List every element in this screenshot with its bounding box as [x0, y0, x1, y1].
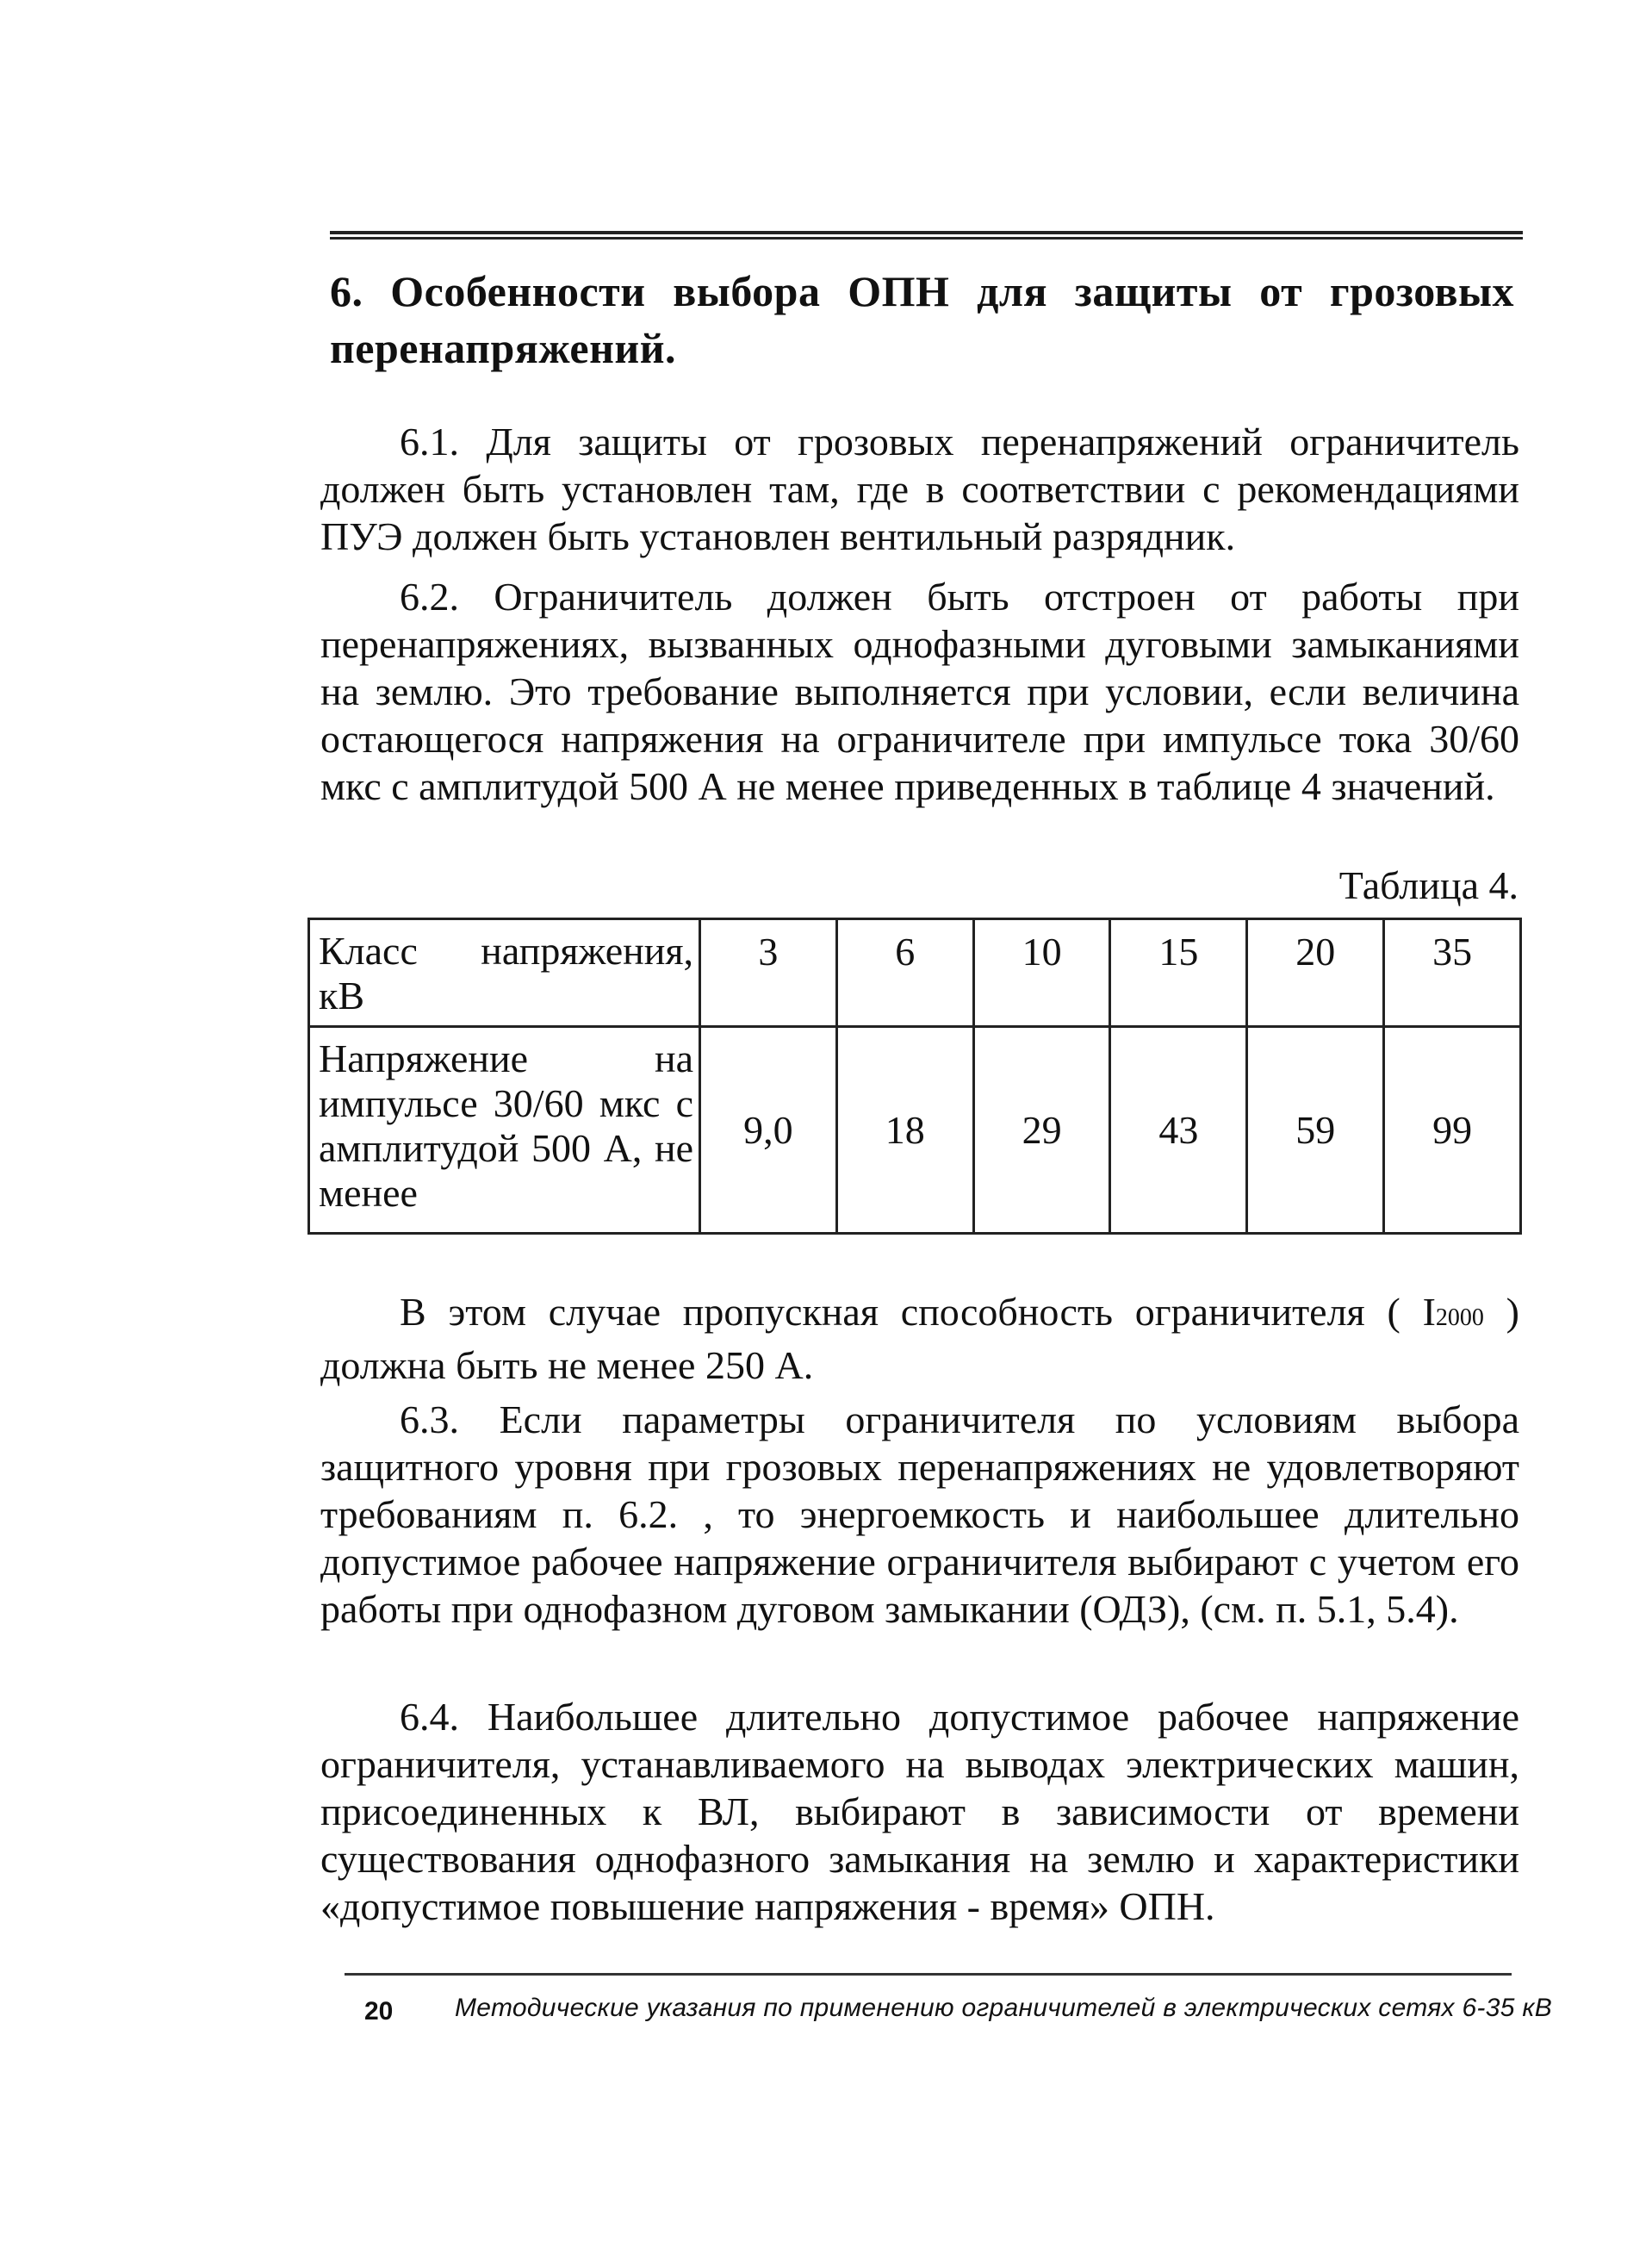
table-cell: 18 [836, 1027, 973, 1234]
paragraph-6-1: 6.1. Для защиты от грозовых перенапряжений ограничитель должен быть установлен там, где в соответствии с рекомендациями ПУЭ должен быть установлен вентильный разрядник. [320, 420, 1519, 558]
table-row [309, 919, 1521, 1027]
row-header-impulse-voltage: Напряжение на импульсе 30/60 мкс с амплитудой 500 А, не менее [309, 1027, 700, 1234]
table-cell: 3 [700, 919, 837, 1027]
table-cell: 43 [1110, 1027, 1247, 1234]
table-cell: 59 [1247, 1027, 1384, 1234]
footer-rule [345, 1973, 1512, 1976]
throughput-text-end: ) должна быть не менее 250 А. [320, 1290, 1519, 1387]
footer-title: Методические указания по применению ограничителей в электрических сетях 6-35 кВ [455, 1994, 1553, 2022]
page-number: 20 [364, 1997, 394, 2026]
paragraph-6-2: 6.2. Ограничитель должен быть отстроен от работы при перенапряжениях, вызванных однофазными дуговыми замыканиями на землю. Это требование выполняется при условии, если величина остающегося напряжения на ограничителе при импульсе тока 30/60 мкс с амплитудой 500 А не менее приведенных в таблице 4 значений. [320, 575, 1519, 808]
throughput-subscript: 2000 [1435, 1304, 1484, 1331]
table-cell: 99 [1384, 1027, 1521, 1234]
voltage-table [307, 918, 1522, 1235]
section-heading: 6. Особенности выбора ОПН для защиты от грозовых перенапряжений. [330, 267, 1514, 372]
row-header-voltage-class: Класс напряжения, кВ [309, 919, 700, 1027]
table-cell: 10 [973, 919, 1110, 1027]
table-cell: 9,0 [700, 1027, 837, 1234]
top-double-rule [330, 231, 1523, 240]
table-cell: 15 [1110, 919, 1247, 1027]
table-cell: 6 [836, 919, 973, 1027]
paragraph-6-4: 6.4. Наибольшее длительно допустимое рабочее напряжение ограничителя, устанавливаемого на выводах электрических машин, присоединенных к ВЛ, выбирают в зависимости от времени существования однофазного замыкания на землю и характеристики «допустимое повышение напряжения - время» ОПН. [320, 1695, 1519, 1928]
paragraph-throughput [320, 1288, 1519, 1389]
throughput-text-start: В этом случае пропускная способность ограничителя ( I [400, 1290, 1436, 1334]
table-caption: Таблица 4. [1338, 863, 1518, 907]
paragraph-6-3: 6.3. Если параметры ограничителя по условиям выбора защитного уровня при грозовых перенапряжениях не удовлетворяют требованиям п. 6.2. , то энергоемкость и наибольшее длительно допустимое рабочее напряжение ограничителя выбирают с учетом его работы при однофазном дуговом замыкании (ОДЗ), (см. п. 5.1, 5.4). [320, 1397, 1519, 1631]
table-cell: 29 [973, 1027, 1110, 1234]
table-row [309, 1027, 1521, 1234]
table-cell: 35 [1384, 919, 1521, 1027]
table-cell: 20 [1247, 919, 1384, 1027]
